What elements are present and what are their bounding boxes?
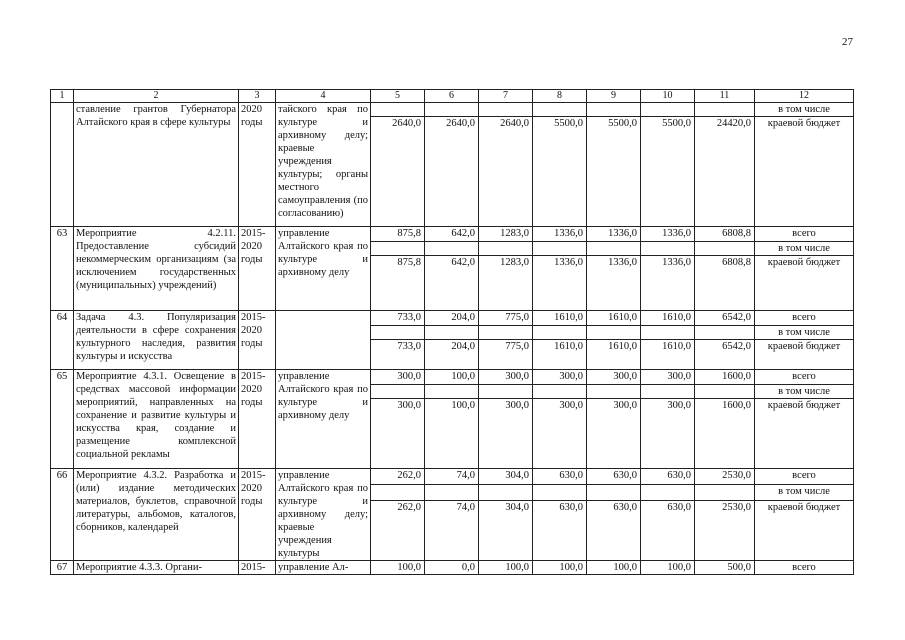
table-row — [51, 561, 854, 575]
source-label-cell: всего — [755, 311, 854, 326]
header-cell: 3 — [239, 90, 276, 103]
value-cell: 300,0 — [479, 399, 533, 469]
value-cell: 300,0 — [533, 370, 587, 385]
executor-cell: управление Алтайского края по культуре и архивному делу — [276, 227, 371, 311]
executor-cell — [276, 311, 371, 370]
executor-cell: управление Ал- — [276, 561, 371, 575]
value-cell — [641, 326, 695, 340]
value-cell: 300,0 — [641, 399, 695, 469]
value-cell — [587, 103, 641, 117]
table-row — [51, 103, 854, 117]
value-cell: 100,0 — [587, 561, 641, 575]
value-cell — [479, 385, 533, 399]
program-table — [50, 89, 854, 575]
value-cell: 300,0 — [533, 399, 587, 469]
value-cell: 100,0 — [533, 561, 587, 575]
value-cell: 6808,8 — [695, 227, 755, 242]
value-cell — [533, 242, 587, 256]
row-number-cell: 67 — [51, 561, 74, 575]
value-cell — [479, 326, 533, 340]
value-cell: 630,0 — [533, 469, 587, 485]
value-cell: 1336,0 — [641, 227, 695, 242]
value-cell — [425, 485, 479, 500]
header-cell: 4 — [276, 90, 371, 103]
value-cell — [425, 242, 479, 256]
table-row — [51, 370, 854, 385]
row-number-cell: 66 — [51, 469, 74, 561]
value-cell: 300,0 — [371, 399, 425, 469]
header-cell: 10 — [641, 90, 695, 103]
value-cell: 875,8 — [371, 227, 425, 242]
header-cell: 2 — [74, 90, 239, 103]
value-cell — [695, 485, 755, 500]
row-number-cell — [51, 103, 74, 227]
value-cell — [641, 242, 695, 256]
value-cell: 630,0 — [587, 469, 641, 485]
source-label-cell: всего — [755, 370, 854, 385]
value-cell — [533, 485, 587, 500]
value-cell — [587, 385, 641, 399]
activity-cell: Задача 4.3. Популяризация деятельности в сфере сохранения культурного наследия, развития культуры и искусства — [74, 311, 239, 370]
source-label-cell: краевой бюджет — [755, 500, 854, 560]
value-cell: 775,0 — [479, 311, 533, 326]
value-cell: 1336,0 — [641, 256, 695, 311]
activity-cell: Мероприятие 4.3.1. Освещение в средствах массовой информации мероприятий, направленных на сохранение и развитие культуры и искусства края, создание и размещение комплексной социальной рекламы — [74, 370, 239, 469]
row-number-cell: 65 — [51, 370, 74, 469]
header-cell: 12 — [755, 90, 854, 103]
header-cell: 11 — [695, 90, 755, 103]
source-label-cell: краевой бюджет — [755, 117, 854, 227]
value-cell: 74,0 — [425, 500, 479, 560]
value-cell: 6542,0 — [695, 311, 755, 326]
value-cell: 6542,0 — [695, 340, 755, 370]
period-cell: 2020 годы — [239, 103, 276, 227]
value-cell — [371, 103, 425, 117]
header-cell: 5 — [371, 90, 425, 103]
value-cell: 642,0 — [425, 227, 479, 242]
activity-cell: Мероприятие 4.3.2. Разработка и (или) издание методических материалов, буклетов, справочной литературы, альбомов, каталогов, сборников, календарей — [74, 469, 239, 561]
value-cell — [587, 326, 641, 340]
value-cell: 1610,0 — [587, 311, 641, 326]
value-cell: 304,0 — [479, 500, 533, 560]
value-cell: 2640,0 — [479, 117, 533, 227]
value-cell: 2530,0 — [695, 500, 755, 560]
value-cell: 630,0 — [641, 500, 695, 560]
value-cell: 500,0 — [695, 561, 755, 575]
value-cell — [587, 485, 641, 500]
value-cell — [425, 103, 479, 117]
value-cell: 733,0 — [371, 340, 425, 370]
source-label-cell: в том числе — [755, 242, 854, 256]
value-cell: 300,0 — [587, 399, 641, 469]
source-label-cell: в том числе — [755, 485, 854, 500]
value-cell: 1600,0 — [695, 370, 755, 385]
value-cell: 300,0 — [587, 370, 641, 385]
value-cell: 1610,0 — [641, 311, 695, 326]
header-cell: 1 — [51, 90, 74, 103]
value-cell: 204,0 — [425, 340, 479, 370]
value-cell: 1336,0 — [533, 256, 587, 311]
value-cell: 642,0 — [425, 256, 479, 311]
table-row — [51, 469, 854, 485]
value-cell: 630,0 — [587, 500, 641, 560]
source-label-cell: всего — [755, 469, 854, 485]
value-cell: 300,0 — [479, 370, 533, 385]
source-label-cell: всего — [755, 561, 854, 575]
row-number-cell: 63 — [51, 227, 74, 311]
value-cell: 100,0 — [641, 561, 695, 575]
value-cell — [533, 385, 587, 399]
value-cell — [371, 326, 425, 340]
value-cell: 1336,0 — [533, 227, 587, 242]
value-cell — [371, 485, 425, 500]
value-cell: 2640,0 — [425, 117, 479, 227]
source-label-cell: в том числе — [755, 326, 854, 340]
value-cell: 775,0 — [479, 340, 533, 370]
period-cell: 2015-2020 годы — [239, 370, 276, 469]
value-cell — [371, 385, 425, 399]
value-cell: 204,0 — [425, 311, 479, 326]
value-cell: 300,0 — [371, 370, 425, 385]
value-cell — [695, 385, 755, 399]
value-cell: 1283,0 — [479, 256, 533, 311]
value-cell: 1610,0 — [533, 311, 587, 326]
source-label-cell: краевой бюджет — [755, 340, 854, 370]
value-cell — [479, 242, 533, 256]
value-cell: 100,0 — [425, 370, 479, 385]
source-label-cell: всего — [755, 227, 854, 242]
header-cell: 9 — [587, 90, 641, 103]
source-label-cell: в том числе — [755, 385, 854, 399]
header-row — [51, 90, 854, 103]
value-cell: 1336,0 — [587, 256, 641, 311]
value-cell — [425, 385, 479, 399]
value-cell — [371, 242, 425, 256]
value-cell: 733,0 — [371, 311, 425, 326]
header-cell: 7 — [479, 90, 533, 103]
header-cell: 8 — [533, 90, 587, 103]
value-cell — [533, 326, 587, 340]
source-label-cell: в том числе — [755, 103, 854, 117]
value-cell: 1610,0 — [587, 340, 641, 370]
period-cell: 2015- — [239, 561, 276, 575]
value-cell — [533, 103, 587, 117]
value-cell: 875,8 — [371, 256, 425, 311]
value-cell: 300,0 — [641, 370, 695, 385]
executor-cell: тайского края по культуре и архивному делу; краевые учреждения культуры; органы местного самоуправления (по согласованию) — [276, 103, 371, 227]
value-cell — [479, 485, 533, 500]
activity-cell: ставление грантов Губернатора Алтайского края в сфере культуры — [74, 103, 239, 227]
value-cell: 630,0 — [641, 469, 695, 485]
value-cell: 5500,0 — [641, 117, 695, 227]
period-cell: 2015-2020 годы — [239, 469, 276, 561]
value-cell: 1336,0 — [587, 227, 641, 242]
value-cell: 304,0 — [479, 469, 533, 485]
value-cell: 24420,0 — [695, 117, 755, 227]
value-cell: 1283,0 — [479, 227, 533, 242]
value-cell: 1600,0 — [695, 399, 755, 469]
source-label-cell: краевой бюджет — [755, 256, 854, 311]
value-cell: 262,0 — [371, 500, 425, 560]
value-cell: 5500,0 — [587, 117, 641, 227]
value-cell: 1610,0 — [641, 340, 695, 370]
value-cell — [641, 485, 695, 500]
value-cell: 74,0 — [425, 469, 479, 485]
value-cell — [695, 242, 755, 256]
value-cell: 2530,0 — [695, 469, 755, 485]
period-cell: 2015-2020 годы — [239, 311, 276, 370]
value-cell: 6808,8 — [695, 256, 755, 311]
source-label-cell: краевой бюджет — [755, 399, 854, 469]
value-cell: 262,0 — [371, 469, 425, 485]
value-cell: 100,0 — [371, 561, 425, 575]
executor-cell: управление Алтайского края по культуре и архивному делу; краевые учреждения культуры — [276, 469, 371, 561]
activity-cell: Мероприятие 4.2.11. Предоставление субсидий некоммерческим организациям (за исключением государственных (муниципальных) учреждений) — [74, 227, 239, 311]
table-row — [51, 311, 854, 326]
page-number: 27 — [842, 36, 853, 48]
value-cell: 100,0 — [425, 399, 479, 469]
value-cell — [587, 242, 641, 256]
value-cell — [641, 103, 695, 117]
activity-cell: Мероприятие 4.3.3. Органи- — [74, 561, 239, 575]
period-cell: 2015-2020 годы — [239, 227, 276, 311]
value-cell: 0,0 — [425, 561, 479, 575]
value-cell — [479, 103, 533, 117]
row-number-cell: 64 — [51, 311, 74, 370]
table-row — [51, 227, 854, 242]
value-cell — [641, 385, 695, 399]
value-cell: 2640,0 — [371, 117, 425, 227]
value-cell: 100,0 — [479, 561, 533, 575]
executor-cell: управление Алтайского края по культуре и архивному делу — [276, 370, 371, 469]
value-cell — [695, 103, 755, 117]
value-cell — [695, 326, 755, 340]
value-cell: 5500,0 — [533, 117, 587, 227]
header-cell: 6 — [425, 90, 479, 103]
value-cell: 1610,0 — [533, 340, 587, 370]
value-cell — [425, 326, 479, 340]
value-cell: 630,0 — [533, 500, 587, 560]
